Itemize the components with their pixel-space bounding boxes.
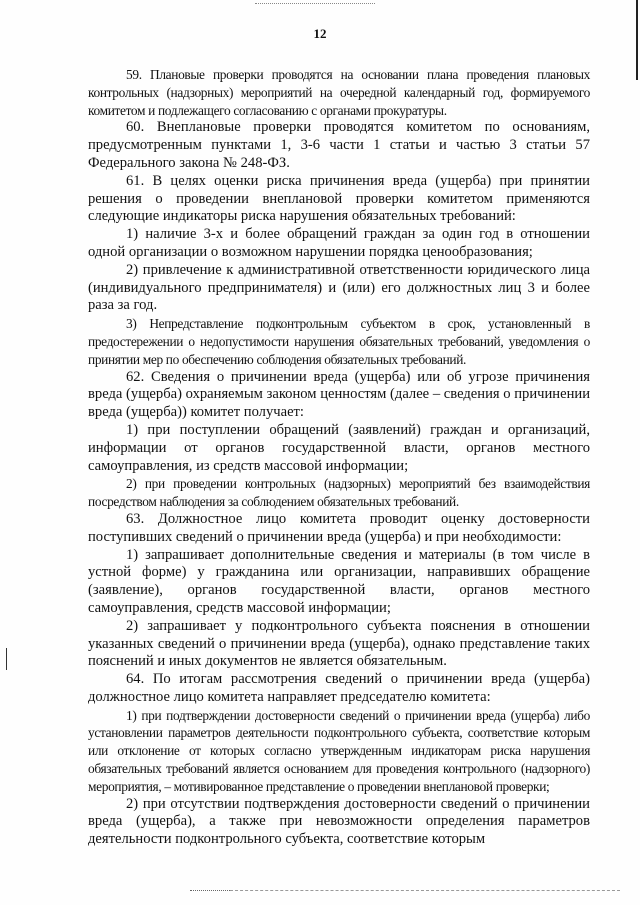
document-body [88, 66, 590, 849]
scan-artifact-bottom-left [190, 890, 230, 891]
paragraph-62: 62. Сведения о причинении вреда (ущерба) или об угрозе причинения вреда (ущерба) охраняемым законом ценностям (далее – сведения о причинении вреда (ущерба)) комитет получает: [88, 368, 590, 421]
paragraph-64-item-1: 1) при подтверждении достоверности сведений о причинении вреда (ущерба) либо установлении параметров деятельности подконтрольного субъекта, соответствие которым или отклонение от которых согласно утвержденным индикаторам риска нарушения обязательных требований является основанием для проведения контрольного (надзорного) мероприятия, – мотивированное представление о проведении внеплановой проверки; [88, 707, 590, 794]
paragraph-62-item-2: 2) при проведении контрольных (надзорных) мероприятий без взаимодействия посредством наблюдения за соблюдением обязательных требований. [88, 476, 590, 510]
paragraph-64: 64. По итогам рассмотрения сведений о причинении вреда (ущерба) должностное лицо комитета направляет председателю комитета: [88, 671, 590, 705]
paragraph-63-item-2: 2) запрашивает у подконтрольного субъекта пояснения в отношении указанных сведений о причинении вреда (ущерба), однако представление таких пояснений и иных документов не является обязательным. [88, 617, 590, 670]
paragraph-62-item-1: 1) при поступлении обращений (заявлений) граждан и организаций, информации от органов государственной власти, органов местного самоуправления, из средств массовой информации; [88, 421, 590, 474]
paragraph-61-item-1: 1) наличие 3-х и более обращений граждан за один год в отношении одной организации о возможном нарушении порядка ценообразования; [88, 226, 590, 260]
scan-artifact-top [255, 3, 375, 6]
paragraph-61-item-3: 3) Непредставление подконтрольным субъектом в срок, установленный в предостережении о недопустимости нарушения обязательных требований, уведомления о принятии мер по обеспечению соблюдения обязательных требований. [88, 316, 590, 367]
page-number: 12 [313, 26, 327, 41]
paragraph-64-item-2: 2) при отсутствии подтверждения достоверности сведений о причинении вреда (ущерба), а также при невозможности определения параметров деятельности подконтрольного субъекта, соответствие которым [88, 795, 590, 848]
paragraph-61-item-2: 2) привлечение к административной ответственности юридического лица (индивидуального предпринимателя) и (или) его должностных лиц 3 и более раза за год. [88, 261, 590, 314]
paragraph-63: 63. Должностное лицо комитета проводит оценку достоверности поступивших сведений о причинении вреда (ущерба) и при необходимости: [88, 510, 590, 545]
scan-artifact-bottom [230, 890, 620, 891]
margin-mark [6, 648, 7, 670]
paragraph-63-item-1: 1) запрашивает дополнительные сведения и материалы (в том числе в устной форме) у гражданина или организации, направивших обращение (заявление), органов государственной власти, органов местного самоуправления, средств массовой информации; [88, 546, 590, 616]
paragraph-61: 61. В целях оценки риска причинения вреда (ущерба) при принятии решения о проведении внеплановой проверки комитетом применяются следующие индикаторы риска нарушения обязательных требований: [88, 172, 590, 225]
paragraph-60: 60. Внеплановые проверки проводятся комитетом по основаниям, предусмотренным пунктами 1, 3-6 части 1 статьи и частью 3 статьи 57 Федерального закона № 248-ФЗ. [88, 119, 590, 171]
paragraph-59: 59. Плановые проверки проводятся на основании плана проведения плановых контрольных (надзорных) мероприятий на очередной календарный год, формируемого комитетом и подлежащего согласованию с органами прокуратуры. [88, 67, 590, 118]
